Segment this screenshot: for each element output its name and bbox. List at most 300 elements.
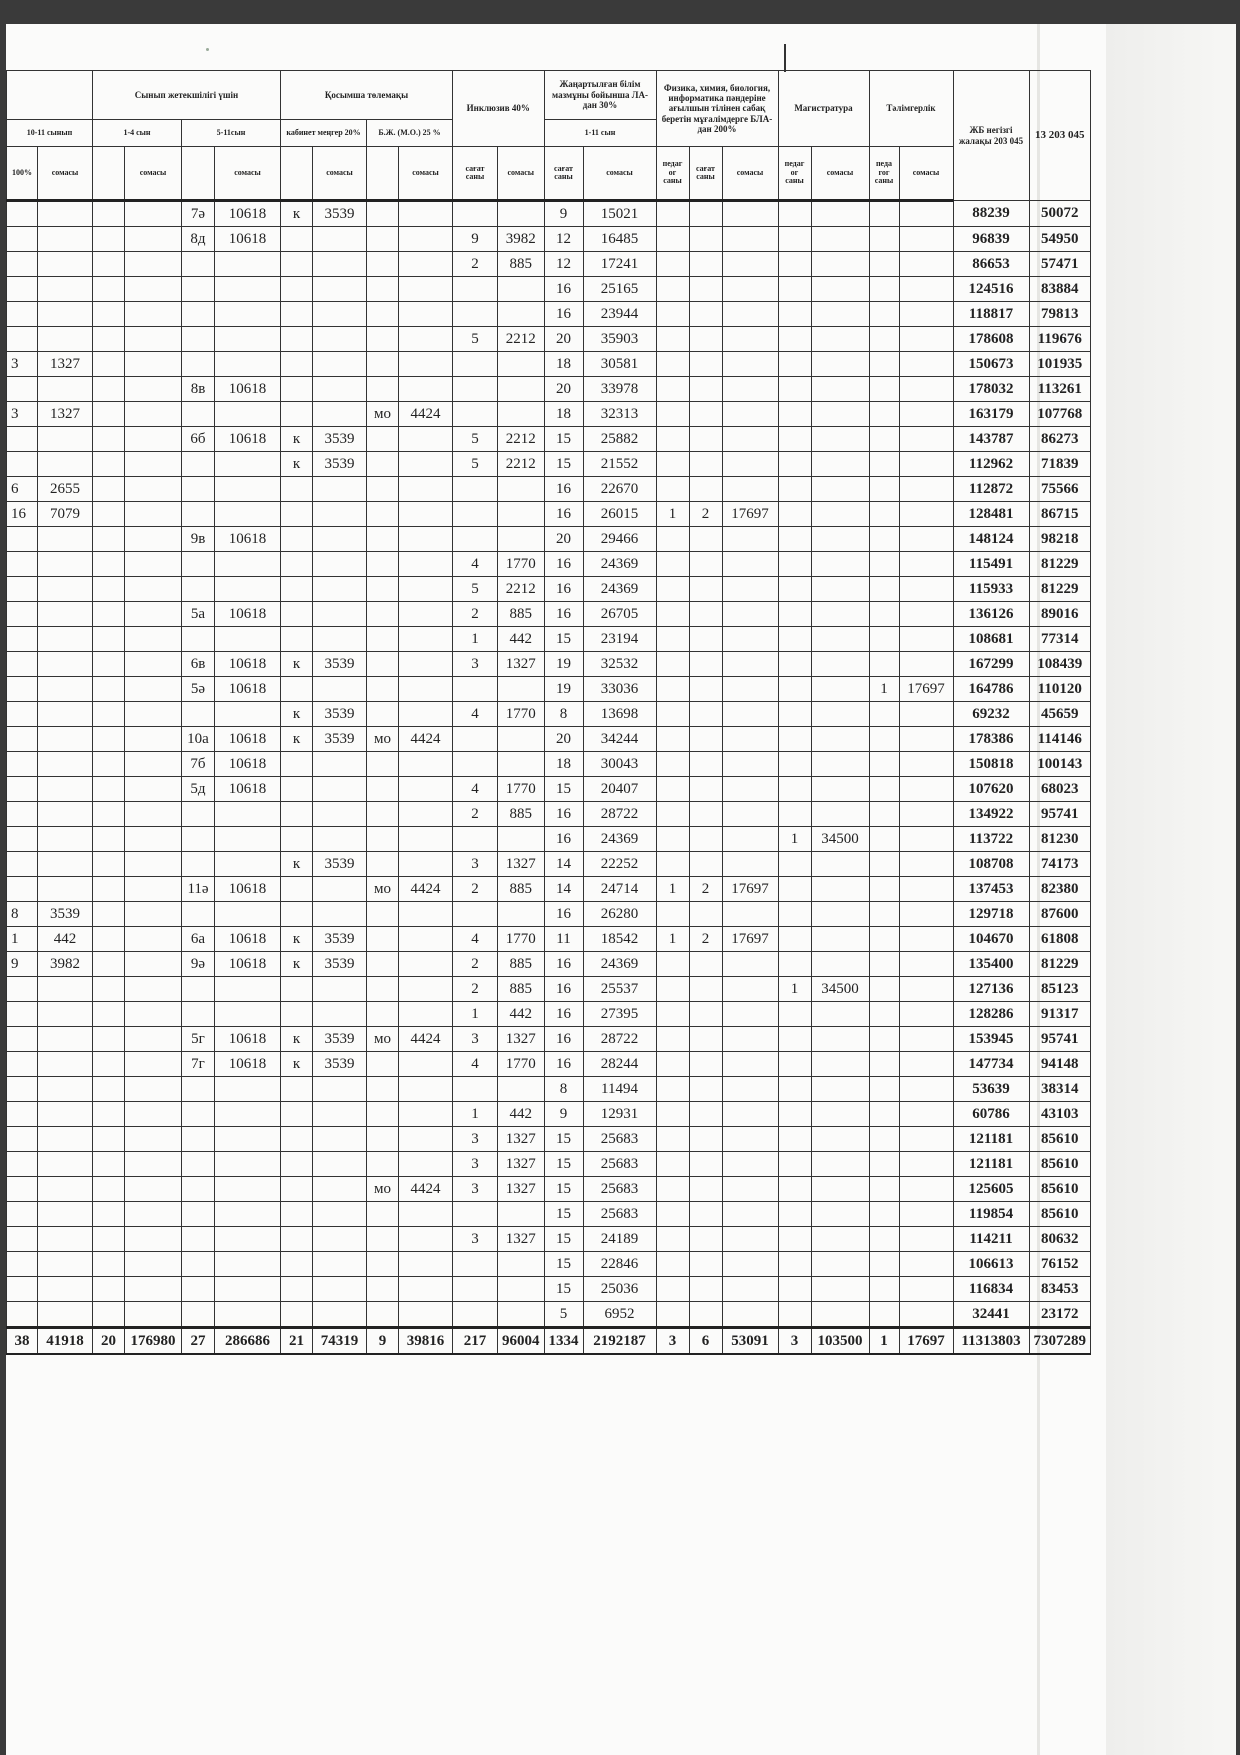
cell-total: 54950 [1029, 227, 1091, 252]
cell-method-amount [399, 1302, 453, 1328]
cell-method-mark [367, 1127, 399, 1152]
cell-total: 38314 [1029, 1077, 1091, 1102]
cell-pct [7, 1127, 38, 1152]
cell-cabinet-amount [313, 1227, 367, 1252]
cell-amount [38, 1277, 93, 1302]
cell-class [182, 327, 215, 352]
cell-mag-teachers [778, 702, 811, 727]
cell-eng-amount [722, 352, 778, 377]
cell-mag-amount [811, 302, 869, 327]
cell-grades-1-4-amount [125, 1227, 182, 1252]
cell-cabinet-mark [281, 677, 313, 702]
cell-pct [7, 1227, 38, 1252]
header-inclusive: Инклюзив 40% [453, 71, 545, 147]
cell-grades-1-4-count [93, 827, 125, 852]
table-row [7, 527, 1091, 552]
cell-class: 6а [182, 927, 215, 952]
cell-base-salary: 116834 [953, 1277, 1029, 1302]
cell-incl-hours [453, 527, 498, 552]
cell-total: 94148 [1029, 1052, 1091, 1077]
cell-mentor-count [869, 827, 899, 852]
total-base-salary: 11313803 [953, 1328, 1029, 1355]
cell-mag-teachers [778, 777, 811, 802]
cell-upd-hours: 8 [544, 702, 583, 727]
cell-cabinet-mark [281, 1302, 313, 1328]
cell-eng-amount [722, 652, 778, 677]
cell-grades-1-4-amount [125, 827, 182, 852]
cell-upd-hours: 11 [544, 927, 583, 952]
cell-class: 9ә [182, 952, 215, 977]
cell-upd-hours: 16 [544, 1002, 583, 1027]
cell-grades-1-4-amount [125, 327, 182, 352]
cell-upd-hours: 15 [544, 1152, 583, 1177]
cell-grades-1-4-count [93, 1002, 125, 1027]
cell-method-mark [367, 577, 399, 602]
cell-amount [38, 302, 93, 327]
cell-upd-hours: 15 [544, 627, 583, 652]
cell-upd-hours: 16 [544, 477, 583, 502]
cell-upd-hours: 20 [544, 727, 583, 752]
cell-method-mark [367, 452, 399, 477]
cell-cabinet-amount: 3539 [313, 427, 367, 452]
table-row [7, 677, 1091, 702]
cell-base-salary: 121181 [953, 1152, 1029, 1177]
col-hours: сағат саны [453, 147, 498, 201]
col-blank [93, 147, 125, 201]
cell-incl-amount [498, 1302, 545, 1328]
cell-mentor-amount [899, 752, 953, 777]
cell-class-amount: 10618 [215, 377, 281, 402]
cell-cabinet-amount [313, 327, 367, 352]
table-row [7, 377, 1091, 402]
cell-total: 68023 [1029, 777, 1091, 802]
cell-amount: 3539 [38, 902, 93, 927]
cell-method-mark [367, 1002, 399, 1027]
cell-amount [38, 577, 93, 602]
cell-mag-teachers [778, 602, 811, 627]
cell-eng-amount [722, 1252, 778, 1277]
cell-grades-1-4-count [93, 702, 125, 727]
cell-mag-teachers [778, 502, 811, 527]
cell-eng-hours [689, 827, 722, 852]
cell-incl-amount [498, 302, 545, 327]
cell-eng-amount [722, 802, 778, 827]
cell-upd-amount: 29466 [583, 527, 656, 552]
cell-mentor-count [869, 627, 899, 652]
cell-grades-1-4-count [93, 1052, 125, 1077]
cell-class: 6в [182, 652, 215, 677]
table-row [7, 327, 1091, 352]
cell-class-amount [215, 827, 281, 852]
header-row-groups [7, 71, 1091, 120]
cell-method-mark: мо [367, 877, 399, 902]
cell-mag-amount [811, 277, 869, 302]
cell-eng-hours [689, 477, 722, 502]
cell-pct: 9 [7, 952, 38, 977]
cell-cabinet-mark: к [281, 1052, 313, 1077]
cell-total: 119676 [1029, 327, 1091, 352]
table-row [7, 602, 1091, 627]
cell-grades-1-4-count [93, 1252, 125, 1277]
cell-grades-1-4-count [93, 1102, 125, 1127]
header-english-teachers: Физика, химия, биология, информатика пәндеріне ағылшын тілінен сабақ беретін мұғалімдерге БЛА-дан 200% [656, 71, 778, 147]
header-grades-5-11: 5-11сын [182, 120, 281, 147]
cell-cabinet-amount [313, 902, 367, 927]
cell-mentor-count [869, 877, 899, 902]
cell-pct [7, 727, 38, 752]
cell-mentor-count [869, 752, 899, 777]
cell-grades-1-4-amount [125, 802, 182, 827]
cell-total: 113261 [1029, 377, 1091, 402]
cell-mentor-amount [899, 1127, 953, 1152]
cell-cabinet-amount [313, 552, 367, 577]
cell-base-salary: 129718 [953, 902, 1029, 927]
cell-eng-teachers [656, 402, 689, 427]
cell-method-amount: 4424 [399, 727, 453, 752]
cell-upd-amount: 24369 [583, 952, 656, 977]
cell-total: 83453 [1029, 1277, 1091, 1302]
cell-upd-hours: 15 [544, 1177, 583, 1202]
cell-mag-amount [811, 1127, 869, 1152]
cell-mag-teachers [778, 852, 811, 877]
cell-method-amount [399, 552, 453, 577]
cell-eng-teachers: 1 [656, 877, 689, 902]
cell-eng-teachers: 1 [656, 502, 689, 527]
cell-incl-hours: 2 [453, 602, 498, 627]
cell-incl-hours [453, 201, 498, 227]
cell-upd-hours: 9 [544, 201, 583, 227]
cell-class [182, 1077, 215, 1102]
cell-upd-amount: 13698 [583, 702, 656, 727]
cell-eng-amount [722, 201, 778, 227]
cell-cabinet-amount [313, 1127, 367, 1152]
total-eng-hours: 6 [689, 1328, 722, 1355]
cell-class-amount [215, 577, 281, 602]
cell-eng-teachers [656, 277, 689, 302]
cell-eng-teachers [656, 201, 689, 227]
cell-method-amount [399, 652, 453, 677]
cell-mag-amount [811, 1252, 869, 1277]
cell-method-mark [367, 527, 399, 552]
table-row [7, 1277, 1091, 1302]
table-row [7, 1152, 1091, 1177]
cell-upd-amount: 24714 [583, 877, 656, 902]
cell-amount [38, 1177, 93, 1202]
cell-eng-teachers [656, 802, 689, 827]
cell-upd-hours: 12 [544, 227, 583, 252]
cell-upd-hours: 16 [544, 952, 583, 977]
cell-cabinet-mark: к [281, 702, 313, 727]
cell-cabinet-mark: к [281, 852, 313, 877]
cell-eng-teachers [656, 652, 689, 677]
cell-incl-amount: 1327 [498, 1127, 545, 1152]
cell-amount [38, 702, 93, 727]
table-row [7, 277, 1091, 302]
table-row [7, 1202, 1091, 1227]
cell-class-amount: 10618 [215, 1052, 281, 1077]
cell-cabinet-mark: к [281, 952, 313, 977]
cell-mentor-amount [899, 652, 953, 677]
cell-eng-amount [722, 677, 778, 702]
cell-method-mark [367, 352, 399, 377]
cell-mag-teachers [778, 1052, 811, 1077]
cell-class-amount [215, 627, 281, 652]
cell-method-mark [367, 702, 399, 727]
cell-total: 81230 [1029, 827, 1091, 852]
cell-upd-amount: 24369 [583, 552, 656, 577]
cell-eng-amount [722, 952, 778, 977]
cell-eng-hours [689, 277, 722, 302]
cell-mentor-amount [899, 877, 953, 902]
cell-base-salary: 121181 [953, 1127, 1029, 1152]
cell-method-mark [367, 252, 399, 277]
cell-mentor-amount [899, 852, 953, 877]
cell-cabinet-amount: 3539 [313, 927, 367, 952]
cell-mentor-amount [899, 477, 953, 502]
cell-eng-hours [689, 452, 722, 477]
cell-mentor-amount [899, 327, 953, 352]
cell-eng-hours [689, 327, 722, 352]
cell-mentor-amount [899, 952, 953, 977]
cell-class [182, 352, 215, 377]
col-blank [281, 147, 313, 201]
cell-grades-1-4-count [93, 752, 125, 777]
cell-mag-teachers [778, 677, 811, 702]
cell-mag-teachers [778, 201, 811, 227]
cell-method-amount: 4424 [399, 1177, 453, 1202]
cell-class [182, 552, 215, 577]
cell-pct: 1 [7, 927, 38, 952]
cell-upd-amount: 35903 [583, 327, 656, 352]
cell-eng-amount [722, 702, 778, 727]
cell-eng-hours [689, 1277, 722, 1302]
cell-method-amount [399, 1077, 453, 1102]
header-grades-1-4: 1-4 сын [93, 120, 182, 147]
cell-cabinet-mark [281, 977, 313, 1002]
cell-eng-hours [689, 952, 722, 977]
cell-eng-teachers [656, 1227, 689, 1252]
cell-grades-1-4-amount [125, 952, 182, 977]
cell-pct [7, 1052, 38, 1077]
table-row [7, 1127, 1091, 1152]
table-row [7, 1002, 1091, 1027]
cell-upd-hours: 20 [544, 327, 583, 352]
cell-mag-teachers [778, 1227, 811, 1252]
cell-method-amount [399, 302, 453, 327]
cell-eng-hours [689, 677, 722, 702]
cell-upd-hours: 15 [544, 1277, 583, 1302]
cell-incl-hours: 3 [453, 852, 498, 877]
cell-pct [7, 201, 38, 227]
cell-method-amount [399, 377, 453, 402]
cell-mentor-amount [899, 452, 953, 477]
cell-eng-teachers [656, 1152, 689, 1177]
cell-eng-amount [722, 1227, 778, 1252]
cell-mag-amount [811, 677, 869, 702]
cell-cabinet-mark [281, 1102, 313, 1127]
cell-upd-amount: 32532 [583, 652, 656, 677]
cell-class-amount: 10618 [215, 602, 281, 627]
cell-base-salary: 96839 [953, 227, 1029, 252]
cell-total: 74173 [1029, 852, 1091, 877]
cell-method-mark [367, 302, 399, 327]
col-teachers: педа гог саны [869, 147, 899, 201]
cell-total: 61808 [1029, 927, 1091, 952]
cell-upd-hours: 15 [544, 777, 583, 802]
cell-cabinet-amount [313, 352, 367, 377]
cell-incl-amount: 1327 [498, 652, 545, 677]
cell-class: 7ә [182, 201, 215, 227]
cell-upd-amount: 25165 [583, 277, 656, 302]
cell-method-mark [367, 627, 399, 652]
cell-class-amount [215, 502, 281, 527]
cell-eng-amount [722, 852, 778, 877]
cell-total: 80632 [1029, 1227, 1091, 1252]
cell-class-amount [215, 1002, 281, 1027]
cell-mentor-count [869, 402, 899, 427]
cell-mentor-amount [899, 1202, 953, 1227]
cell-incl-hours [453, 377, 498, 402]
cell-cabinet-mark [281, 402, 313, 427]
cell-method-amount [399, 1052, 453, 1077]
cell-method-mark [367, 327, 399, 352]
cell-class [182, 1002, 215, 1027]
cell-mag-teachers [778, 1177, 811, 1202]
cell-cabinet-amount [313, 227, 367, 252]
cell-eng-hours [689, 777, 722, 802]
cell-method-amount [399, 1002, 453, 1027]
cell-incl-hours [453, 727, 498, 752]
cell-incl-amount: 2212 [498, 577, 545, 602]
cell-eng-hours [689, 201, 722, 227]
cell-incl-amount [498, 1277, 545, 1302]
cell-eng-hours [689, 852, 722, 877]
cell-cabinet-mark [281, 552, 313, 577]
cell-upd-hours: 16 [544, 802, 583, 827]
cell-upd-amount: 24369 [583, 827, 656, 852]
cell-total: 95741 [1029, 1027, 1091, 1052]
cell-cabinet-mark [281, 577, 313, 602]
cell-incl-hours: 5 [453, 327, 498, 352]
cell-eng-amount [722, 327, 778, 352]
cell-pct: 8 [7, 902, 38, 927]
cell-class-amount [215, 1177, 281, 1202]
cell-pct [7, 627, 38, 652]
cell-mentor-amount [899, 602, 953, 627]
table-row [7, 552, 1091, 577]
cell-class: 10а [182, 727, 215, 752]
cell-grades-1-4-count [93, 677, 125, 702]
cell-cabinet-mark: к [281, 727, 313, 752]
cell-incl-amount: 1770 [498, 927, 545, 952]
cell-mentor-count [869, 327, 899, 352]
cell-method-mark [367, 852, 399, 877]
cell-total: 87600 [1029, 902, 1091, 927]
cell-incl-amount [498, 752, 545, 777]
cell-pct [7, 827, 38, 852]
cell-grades-1-4-amount [125, 452, 182, 477]
cell-class [182, 902, 215, 927]
cell-cabinet-amount [313, 1152, 367, 1177]
cell-grades-1-4-amount [125, 652, 182, 677]
cell-incl-amount: 1327 [498, 1177, 545, 1202]
cell-eng-hours [689, 527, 722, 552]
cell-eng-amount [722, 1202, 778, 1227]
cell-method-mark [367, 377, 399, 402]
cell-mag-amount [811, 702, 869, 727]
cell-cabinet-amount: 3539 [313, 852, 367, 877]
cell-class: 7б [182, 752, 215, 777]
cell-class-amount [215, 402, 281, 427]
cell-method-amount [399, 201, 453, 227]
cell-upd-amount: 20407 [583, 777, 656, 802]
cell-grades-1-4-amount [125, 1027, 182, 1052]
cell-incl-amount: 885 [498, 252, 545, 277]
cell-incl-hours [453, 352, 498, 377]
cell-grades-1-4-count [93, 502, 125, 527]
cell-eng-amount: 17697 [722, 927, 778, 952]
cell-mag-teachers [778, 1127, 811, 1152]
cell-method-amount [399, 352, 453, 377]
cell-incl-hours: 3 [453, 1227, 498, 1252]
cell-grades-1-4-count [93, 1077, 125, 1102]
cell-method-amount [399, 927, 453, 952]
cell-class: 5ә [182, 677, 215, 702]
cell-class-amount: 10618 [215, 1027, 281, 1052]
cell-mentor-amount [899, 927, 953, 952]
cell-mentor-amount [899, 227, 953, 252]
cell-class-amount [215, 1152, 281, 1177]
cell-mentor-count [869, 277, 899, 302]
cell-incl-amount: 1327 [498, 1027, 545, 1052]
cell-mag-teachers [778, 327, 811, 352]
table-row [7, 1252, 1091, 1277]
cell-amount [38, 652, 93, 677]
cell-pct [7, 1177, 38, 1202]
cell-eng-teachers [656, 977, 689, 1002]
cell-mag-amount [811, 627, 869, 652]
cell-incl-hours: 5 [453, 427, 498, 452]
cell-cabinet-mark [281, 827, 313, 852]
cell-upd-hours: 12 [544, 252, 583, 277]
cell-amount [38, 677, 93, 702]
cell-eng-teachers [656, 377, 689, 402]
cell-amount [38, 427, 93, 452]
cell-incl-hours [453, 1202, 498, 1227]
cell-amount: 1327 [38, 402, 93, 427]
cell-amount [38, 1002, 93, 1027]
cell-mentor-count: 1 [869, 677, 899, 702]
cell-mag-teachers [778, 427, 811, 452]
cell-method-amount [399, 1277, 453, 1302]
cell-incl-amount [498, 1202, 545, 1227]
cell-cabinet-mark [281, 1002, 313, 1027]
cell-upd-hours: 18 [544, 402, 583, 427]
cell-total: 110120 [1029, 677, 1091, 702]
cell-mag-teachers [778, 527, 811, 552]
cell-grades-1-4-amount [125, 377, 182, 402]
cell-base-salary: 108681 [953, 627, 1029, 652]
cell-class-amount: 10618 [215, 427, 281, 452]
cell-base-salary: 137453 [953, 877, 1029, 902]
cell-eng-teachers [656, 552, 689, 577]
cell-class [182, 402, 215, 427]
cell-class [182, 802, 215, 827]
cell-class [182, 1202, 215, 1227]
cell-eng-amount [722, 777, 778, 802]
cell-method-mark [367, 1227, 399, 1252]
cell-incl-amount: 885 [498, 602, 545, 627]
